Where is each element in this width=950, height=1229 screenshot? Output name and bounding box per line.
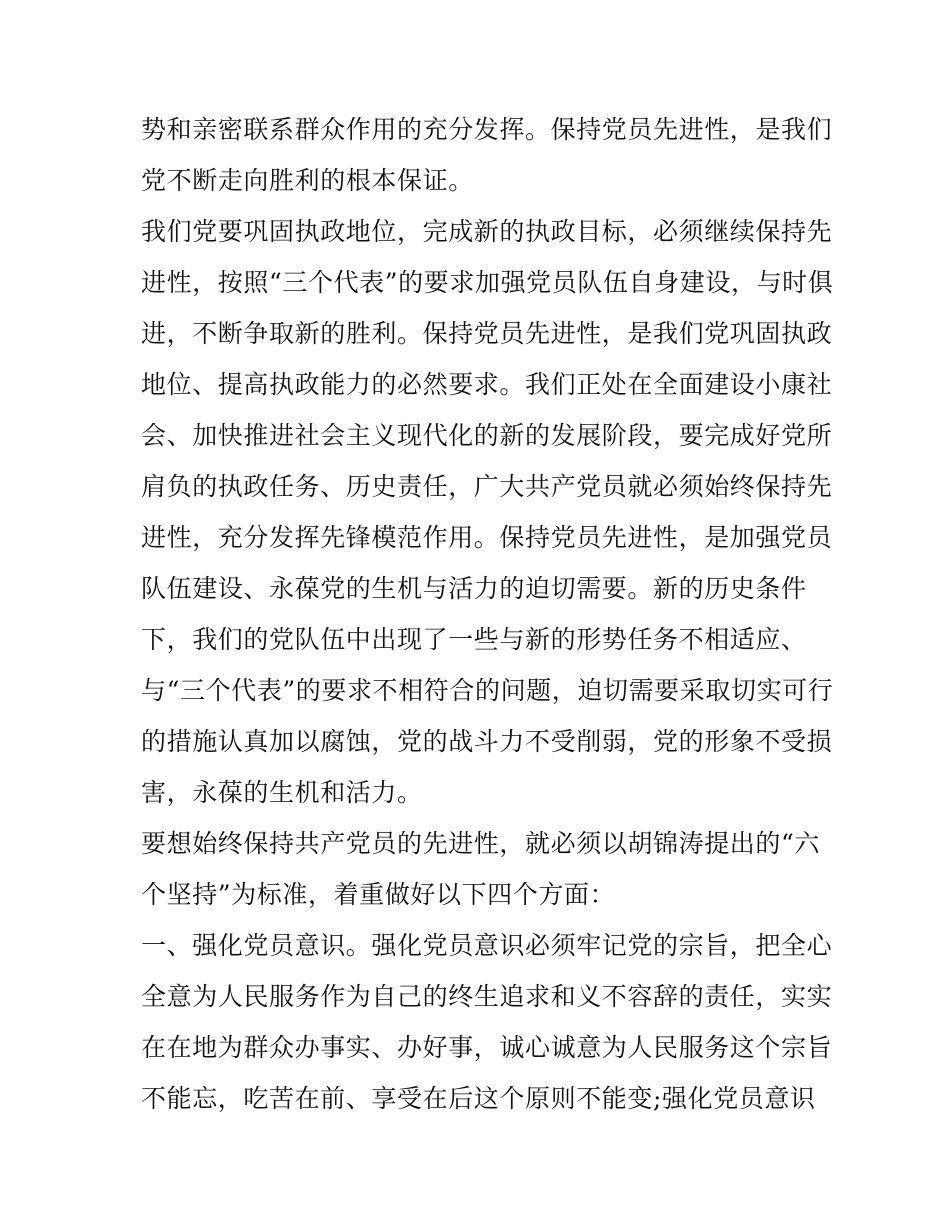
text-line: 要想始终保持共产党员的先进性，就必须以胡锦涛提出的“六 — [141, 829, 820, 858]
text-line: 进性，按照“三个代表”的要求加强党员队伍自身建设，与时俱 — [141, 268, 834, 297]
text-line: 一、强化党员意识。强化党员意识必须牢记党的宗旨，把全心 — [141, 931, 833, 960]
text-line: 势和亲密联系群众作用的充分发挥。保持党员先进性，是我们 — [141, 115, 833, 144]
text-line: 在在地为群众办事实、办好事，诚心诚意为人民服务这个宗旨 — [141, 1033, 833, 1062]
text-line: 个坚持”为标准，着重做好以下四个方面： — [141, 880, 616, 909]
text-line: 全意为人民服务作为自己的终生追求和义不容辞的责任，实实 — [141, 982, 833, 1011]
document-body — [141, 104, 834, 1124]
text-line: 进性，充分发挥先锋模范作用。保持党员先进性，是加强党员 — [141, 523, 833, 552]
text-line: 党不断走向胜利的根本保证。 — [141, 166, 474, 195]
text-line: 肩负的执政任务、历史责任，广大共产党员就必须始终保持先 — [141, 472, 833, 501]
text-line: 与“三个代表”的要求不相符合的问题，迫切需要采取切实可行 — [141, 676, 834, 705]
text-line: 的措施认真加以腐蚀，党的战斗力不受削弱，党的形象不受损 — [141, 727, 833, 756]
text-line: 会、加快推进社会主义现代化的新的发展阶段，要完成好党所 — [141, 421, 833, 450]
text-line: 下，我们的党队伍中出现了一些与新的形势任务不相适应、 — [141, 625, 807, 654]
text-line: 害，永葆的生机和活力。 — [141, 778, 423, 807]
text-line: 不能忘，吃苦在前、享受在后这个原则不能变;强化党员意识 — [141, 1084, 816, 1113]
text-line: 我们党要巩固执政地位，完成新的执政目标，必须继续保持先 — [141, 217, 833, 246]
text-line: 队伍建设、永葆党的生机与活力的迫切需要。新的历史条件 — [141, 574, 807, 603]
text-line: 地位、提高执政能力的必然要求。我们正处在全面建设小康社 — [141, 370, 833, 399]
text-line: 进，不断争取新的胜利。保持党员先进性，是我们党巩固执政 — [141, 319, 833, 348]
